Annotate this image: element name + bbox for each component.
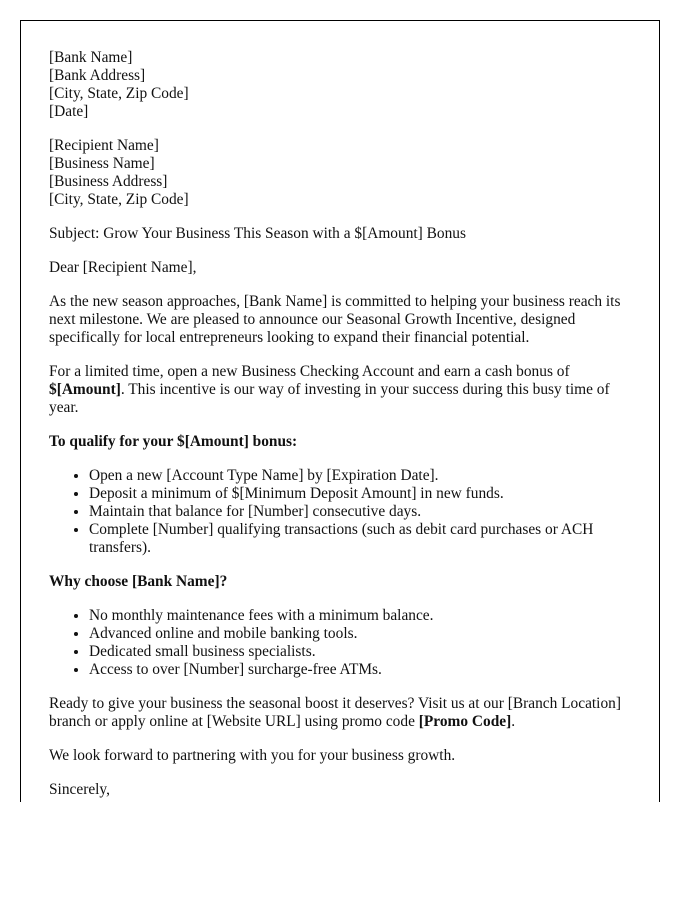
- why-item: • Access to over [Number] surcharge-free ATMs.: [89, 661, 639, 679]
- qualify-item: • Maintain that balance for [Number] consecutive days.: [89, 503, 639, 521]
- recipient-address: [49, 137, 639, 209]
- recipient-business-name: [Business Name]: [49, 155, 155, 172]
- sender-bank-address: [Bank Address]: [49, 67, 146, 84]
- closing-paragraph: We look forward to partnering with you for your business growth.: [49, 747, 456, 764]
- sender-bank-name: [Bank Name]: [49, 49, 133, 66]
- why-item: • No monthly maintenance fees with a minimum balance.: [89, 607, 639, 625]
- qualify-item: • Deposit a minimum of $[Minimum Deposit Amount] in new funds.: [89, 485, 639, 503]
- qualify-list: [49, 467, 639, 557]
- qualify-item: • Open a new [Account Type Name] by [Expiration Date].: [89, 467, 639, 485]
- why-list: [49, 607, 639, 679]
- offer-text-after: . This incentive is our way of investing in your success during this busy time of year.: [49, 381, 610, 416]
- qualify-item: • Complete [Number] qualifying transactions (such as debit card purchases or ACH transfers).: [89, 521, 639, 557]
- offer-text-before: For a limited time, open a new Business Checking Account and earn a cash bonus of: [49, 363, 570, 380]
- sender-city-state-zip: [City, State, Zip Code]: [49, 85, 189, 102]
- why-heading: Why choose [Bank Name]?: [49, 573, 228, 590]
- letter-page: [20, 20, 660, 802]
- cta-text-after: .: [511, 713, 516, 730]
- sign-off: Sincerely,: [49, 781, 110, 798]
- cta-paragraph: [49, 695, 639, 731]
- subject-line: Subject: Grow Your Business This Season with a $[Amount] Bonus: [49, 225, 466, 242]
- intro-paragraph: As the new season approaches, [Bank Name] is committed to helping your business reach its next milestone. We are pleased to announce our Seasonal Growth Incentive, designed specifically for local entrepreneurs looking to expand their financial potential.: [49, 293, 621, 346]
- offer-paragraph: [49, 363, 639, 417]
- cta-text-before: Ready to give your business the seasonal boost it deserves? Visit us at our [Branch Location] branch or apply online at [Website URL] using promo code: [49, 695, 621, 730]
- promo-code: [Promo Code]: [418, 713, 512, 730]
- recipient-business-address: [Business Address]: [49, 173, 168, 190]
- sender-address: [49, 49, 639, 121]
- why-item: • Dedicated small business specialists.: [89, 643, 639, 661]
- letter-date: [Date]: [49, 103, 89, 120]
- qualify-heading: To qualify for your $[Amount] bonus:: [49, 433, 298, 450]
- recipient-name: [Recipient Name]: [49, 137, 159, 154]
- salutation: Dear [Recipient Name],: [49, 259, 197, 276]
- letter-content: [49, 49, 639, 802]
- why-item: • Advanced online and mobile banking tools.: [89, 625, 639, 643]
- recipient-city-state-zip: [City, State, Zip Code]: [49, 191, 189, 208]
- offer-amount: $[Amount]: [49, 381, 121, 398]
